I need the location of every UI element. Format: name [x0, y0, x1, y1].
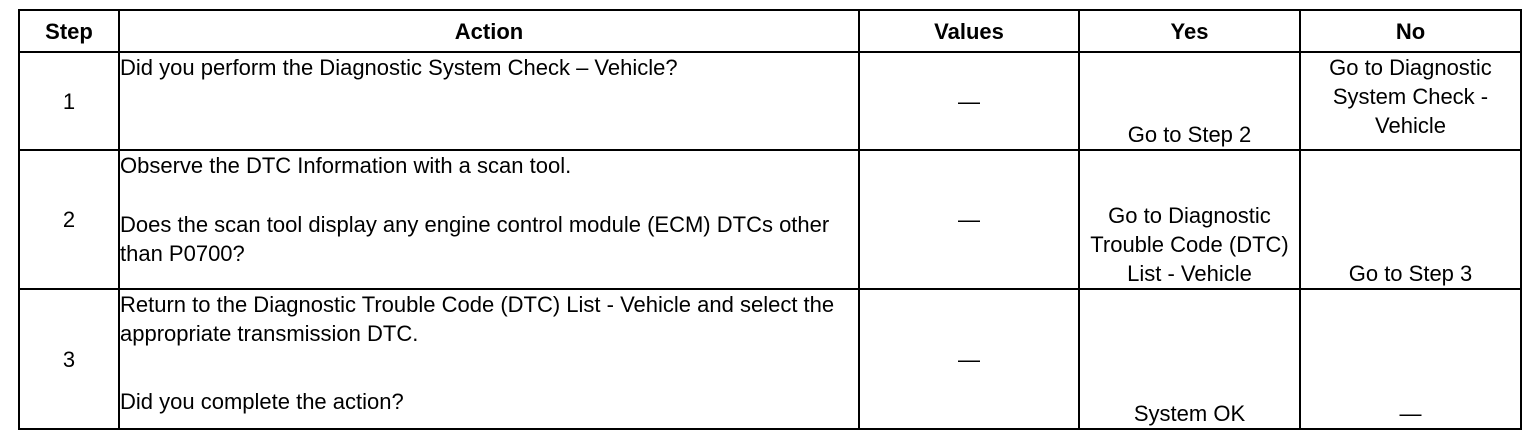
diagnostic-table — [18, 9, 1522, 430]
step-number: 2 — [19, 150, 119, 289]
values-cell: — — [859, 52, 1079, 150]
action-cell — [119, 289, 859, 429]
action-text: Did you perform the Diagnostic System Check – Vehicle? — [120, 55, 678, 80]
step-number: 3 — [19, 289, 119, 429]
spacer — [120, 180, 858, 210]
table-row — [19, 52, 1521, 150]
yes-cell: Go to Diagnostic Trouble Code (DTC) List - Vehicle — [1079, 150, 1300, 289]
no-cell: Go to Step 3 — [1300, 150, 1521, 289]
action-cell — [119, 52, 859, 150]
action-cell — [119, 150, 859, 289]
yes-cell: System OK — [1079, 289, 1300, 429]
table-header-row — [19, 10, 1521, 52]
table-row — [19, 289, 1521, 429]
header-yes: Yes — [1079, 10, 1300, 52]
action-text: Return to the Diagnostic Trouble Code (DTC) List - Vehicle and select the appropriate transmission DTC. — [120, 292, 835, 346]
yes-cell: Go to Step 2 — [1079, 52, 1300, 150]
table-row — [19, 150, 1521, 289]
header-action: Action — [119, 10, 859, 52]
no-cell: Go to Diagnostic System Check - Vehicle — [1300, 52, 1521, 150]
action-text: Observe the DTC Information with a scan tool. — [120, 153, 572, 178]
values-cell: — — [859, 289, 1079, 429]
step-number: 1 — [19, 52, 119, 150]
header-no: No — [1300, 10, 1521, 52]
header-values: Values — [859, 10, 1079, 52]
header-step: Step — [19, 10, 119, 52]
spacer — [120, 348, 858, 387]
values-cell: — — [859, 150, 1079, 289]
no-cell: — — [1300, 289, 1521, 429]
action-question: Did you complete the action? — [120, 389, 404, 414]
action-question: Does the scan tool display any engine control module (ECM) DTCs other than P0700? — [120, 212, 830, 266]
